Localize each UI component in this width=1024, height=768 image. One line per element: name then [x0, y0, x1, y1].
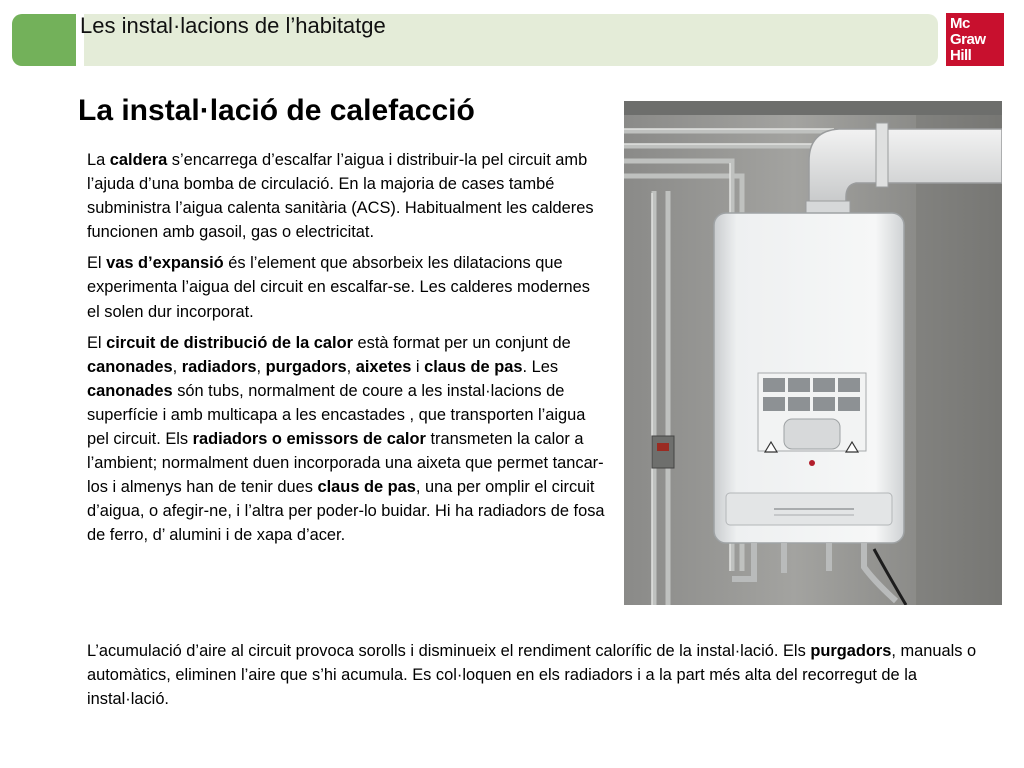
logo-line-3: Hill	[950, 47, 972, 64]
page-title: La instal·lació de calefacció	[78, 94, 475, 127]
text: ,	[172, 357, 182, 376]
text: , una per omplir el circuit d’aigua, o afegir-ne, i l’altra per poder-lo buidar. Hi ha radiadors de fosa de ferro, d’ alumini i de xapa d’acer.	[87, 478, 605, 545]
header-accent	[12, 14, 76, 66]
header-title: Les instal·lacions de l’habitatge	[80, 13, 386, 38]
logo-line-1: Mc	[950, 15, 970, 32]
text: , manuals o automàtics, eliminen l’aire que s’hi acumula. Es col·loquen en els radiadors i a la part més alta del recorregut de la instal·lació.	[87, 642, 977, 709]
text: i	[411, 357, 425, 376]
text: està format per un conjunt de	[352, 333, 571, 352]
bold-term: aixetes	[355, 357, 412, 376]
wall-switch	[652, 436, 674, 468]
text: ,	[346, 357, 356, 376]
bold-term: radiadors	[181, 357, 257, 376]
flue-ring	[806, 201, 850, 213]
bold-term: claus de pas	[317, 478, 416, 497]
text: El	[87, 333, 107, 352]
text: transmeten la calor a l’ambient; normalment duen incorporada una aixeta que permet tancar-los i almenys han de tenir dues	[87, 430, 604, 497]
paragraph-purgadors	[87, 639, 987, 711]
text: La	[87, 151, 110, 169]
flue-collar	[876, 123, 888, 187]
text: L’acumulació d’aire al circuit provoca sorolls i disminueix el rendiment calorífic de la instal·lació. Els	[87, 642, 811, 660]
brand-dot	[809, 460, 815, 466]
bold-term: caldera	[109, 151, 168, 169]
text: El	[87, 254, 107, 273]
text: ,	[256, 357, 266, 376]
boiler-photo	[624, 101, 1002, 605]
ceiling-edge	[624, 101, 1002, 115]
bold-term: radiadors o emissors de calor	[192, 430, 426, 449]
text: és l’element que absorbeix les dilatacions que experimenta l’aigua del circuit en escalfar-se. Les calderes modernes el solen dur incorporat.	[87, 254, 590, 321]
paragraph-circuit	[87, 331, 607, 548]
text: s’encarrega d’escalfar l’aigua i distribuir-la pel circuit amb l’ajuda d’una bomba de circulació. En la majoria de cases també subministra l’aigua calenta sanitària (ACS). Habitualment les calderes funcionen amb gasoil, gas o electricitat.	[87, 151, 594, 242]
bold-term: canonades	[87, 357, 173, 376]
bold-term: purgadors	[265, 357, 347, 376]
paragraph-caldera	[87, 148, 607, 244]
paragraph-vas-expansio	[87, 251, 607, 323]
control-window	[784, 419, 840, 449]
bold-term: canonades	[87, 381, 173, 400]
mcgraw-hill-logo	[946, 13, 1004, 66]
bold-term: purgadors	[810, 642, 892, 660]
body-text	[87, 148, 607, 555]
text: són tubs, normalment de coure a les instal·lacions de superfície i amb multicapa a les encastades , que transporten l’aigua pel circuit. Els	[87, 381, 586, 449]
bold-term: vas d’expansió	[106, 254, 224, 273]
text: . Les	[522, 357, 559, 376]
bold-term: circuit de distribució de la calor	[106, 333, 353, 352]
bold-term: claus de pas	[424, 357, 523, 376]
logo-line-2: Graw	[950, 31, 986, 48]
